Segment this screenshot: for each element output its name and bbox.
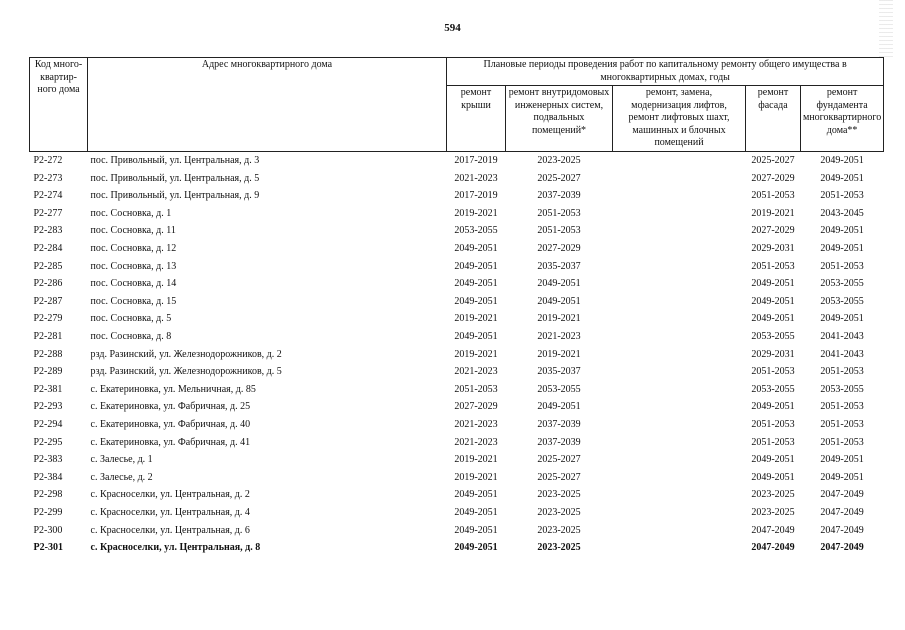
cell-elevators	[613, 364, 746, 382]
cell-address: пос. Привольный, ул. Центральная, д. 3	[90, 155, 260, 167]
table-row	[30, 328, 884, 346]
cell-elevators	[613, 346, 746, 364]
capital-repair-table	[29, 57, 884, 557]
cell-foundation: 2053-2055	[820, 278, 864, 290]
cell-elevators	[613, 434, 746, 452]
cell-foundation: 2047-2049	[820, 524, 864, 536]
cell-elevators	[613, 276, 746, 294]
cell-address: пос. Сосновка, д. 12	[90, 243, 177, 255]
cell-roof: 2021-2023	[454, 366, 498, 378]
cell-roof: 2049-2051	[454, 330, 498, 342]
cell-roof: 2019-2021	[454, 313, 498, 325]
cell-code: Р2-277	[33, 207, 63, 219]
header-engineering: ремонт внутридомовых инженерных систем, подвальных помещений*	[506, 86, 613, 152]
cell-roof: 2021-2023	[454, 172, 498, 184]
cell-roof: 2019-2021	[454, 454, 498, 466]
cell-engineering: 2025-2027	[537, 454, 581, 466]
cell-address: пос. Сосновка, д. 14	[90, 278, 177, 290]
cell-code: Р2-281	[33, 330, 63, 342]
cell-address: пос. Сосновка, д. 11	[90, 225, 176, 237]
table-row	[30, 151, 884, 170]
cell-roof: 2019-2021	[454, 471, 498, 483]
cell-engineering: 2027-2029	[537, 243, 581, 255]
cell-address: рзд. Разинский, ул. Железнодорожников, д. 5	[90, 366, 282, 378]
cell-foundation: 2049-2051	[820, 454, 864, 466]
header-address: Адрес многоквартирного дома	[88, 58, 447, 152]
cell-roof: 2027-2029	[454, 401, 498, 413]
cell-facade: 2049-2051	[751, 471, 795, 483]
cell-facade: 2053-2055	[751, 330, 795, 342]
cell-engineering: 2035-2037	[537, 366, 581, 378]
cell-code: Р2-294	[33, 418, 63, 430]
cell-foundation: 2049-2051	[820, 225, 864, 237]
cell-facade: 2051-2053	[751, 366, 795, 378]
cell-engineering: 2037-2039	[537, 418, 581, 430]
cell-foundation: 2053-2055	[820, 295, 864, 307]
cell-address: с. Красноселки, ул. Центральная, д. 2	[90, 489, 250, 501]
cell-code: Р2-298	[33, 489, 63, 501]
cell-code: Р2-279	[33, 313, 63, 325]
header-elevators: ремонт, замена, модернизация лифтов, ремонт лифтовых шахт, машинных и блочных помещений	[613, 86, 746, 152]
cell-foundation: 2051-2053	[820, 366, 864, 378]
cell-address: пос. Привольный, ул. Центральная, д. 9	[90, 190, 260, 202]
cell-address: с. Екатериновка, ул. Фабричная, д. 40	[90, 418, 251, 430]
cell-engineering: 2025-2027	[537, 172, 581, 184]
cell-code: Р2-295	[33, 436, 63, 448]
cell-code: Р2-293	[33, 401, 63, 413]
table-row	[30, 381, 884, 399]
cell-engineering: 2053-2055	[537, 383, 581, 395]
cell-address: пос. Сосновка, д. 5	[90, 313, 172, 325]
cell-roof: 2049-2051	[454, 278, 498, 290]
cell-engineering: 2035-2037	[537, 260, 581, 272]
cell-elevators	[613, 469, 746, 487]
cell-elevators	[613, 452, 746, 470]
cell-engineering: 2037-2039	[537, 436, 581, 448]
cell-facade: 2029-2031	[751, 348, 795, 360]
cell-facade: 2047-2049	[751, 542, 795, 554]
cell-roof: 2049-2051	[454, 243, 498, 255]
cell-address: с. Екатериновка, ул. Фабричная, д. 41	[90, 436, 251, 448]
cell-code: Р2-301	[33, 542, 63, 554]
cell-code: Р2-272	[33, 155, 63, 167]
cell-code: Р2-300	[33, 524, 63, 536]
cell-roof: 2049-2051	[454, 506, 498, 518]
table-row	[30, 522, 884, 540]
cell-facade: 2049-2051	[751, 454, 795, 466]
cell-facade: 2051-2053	[751, 418, 795, 430]
cell-foundation: 2051-2053	[820, 418, 864, 430]
cell-facade: 2049-2051	[751, 401, 795, 413]
cell-roof: 2049-2051	[454, 542, 498, 554]
table-row	[30, 346, 884, 364]
cell-code: Р2-384	[33, 471, 63, 483]
cell-code: Р2-273	[33, 172, 63, 184]
cell-elevators	[613, 311, 746, 329]
cell-foundation: 2049-2051	[820, 313, 864, 325]
cell-facade: 2051-2053	[751, 436, 795, 448]
cell-facade: 2023-2025	[751, 506, 795, 518]
cell-facade: 2023-2025	[751, 489, 795, 501]
cell-elevators	[613, 522, 746, 540]
cell-engineering: 2049-2051	[537, 295, 581, 307]
cell-elevators	[613, 504, 746, 522]
cell-foundation: 2047-2049	[820, 506, 864, 518]
cell-elevators	[613, 416, 746, 434]
cell-code: Р2-383	[33, 454, 63, 466]
cell-code: Р2-284	[33, 243, 63, 255]
table-row	[30, 258, 884, 276]
cell-address: с. Красноселки, ул. Центральная, д. 6	[90, 524, 250, 536]
cell-engineering: 2023-2025	[537, 155, 581, 167]
cell-facade: 2051-2053	[751, 190, 795, 202]
cell-facade: 2051-2053	[751, 260, 795, 272]
cell-elevators	[613, 399, 746, 417]
cell-facade: 2025-2027	[751, 155, 795, 167]
cell-foundation: 2049-2051	[820, 471, 864, 483]
table-row	[30, 504, 884, 522]
table-row	[30, 452, 884, 470]
header-foundation: ремонт фундамента многоквартирного дома**	[801, 86, 884, 152]
cell-address: пос. Привольный, ул. Центральная, д. 5	[90, 172, 260, 184]
table-row	[30, 399, 884, 417]
cell-elevators	[613, 205, 746, 223]
cell-roof: 2021-2023	[454, 418, 498, 430]
table-row	[30, 293, 884, 311]
cell-facade: 2049-2051	[751, 278, 795, 290]
cell-code: Р2-286	[33, 278, 63, 290]
cell-foundation: 2041-2043	[820, 348, 864, 360]
cell-code: Р2-289	[33, 366, 63, 378]
cell-code: Р2-381	[33, 383, 63, 395]
cell-foundation: 2051-2053	[820, 436, 864, 448]
cell-engineering: 2049-2051	[537, 278, 581, 290]
cell-engineering: 2051-2053	[537, 207, 581, 219]
cell-elevators	[613, 381, 746, 399]
cell-elevators	[613, 170, 746, 188]
table-row	[30, 223, 884, 241]
cell-foundation: 2053-2055	[820, 383, 864, 395]
cell-address: пос. Сосновка, д. 15	[90, 295, 177, 307]
cell-engineering: 2037-2039	[537, 190, 581, 202]
cell-foundation: 2047-2049	[820, 542, 864, 554]
table-row	[30, 205, 884, 223]
cell-code: Р2-288	[33, 348, 63, 360]
cell-address: с. Екатериновка, ул. Фабричная, д. 25	[90, 401, 251, 413]
table-row	[30, 170, 884, 188]
cell-roof: 2049-2051	[454, 489, 498, 501]
table-row	[30, 487, 884, 505]
table-row	[30, 311, 884, 329]
cell-foundation: 2051-2053	[820, 260, 864, 272]
cell-elevators	[613, 151, 746, 170]
table-row	[30, 416, 884, 434]
cell-facade: 2053-2055	[751, 383, 795, 395]
cell-facade: 2047-2049	[751, 524, 795, 536]
cell-elevators	[613, 258, 746, 276]
cell-roof: 2049-2051	[454, 260, 498, 272]
cell-engineering: 2019-2021	[537, 313, 581, 325]
cell-facade: 2019-2021	[751, 207, 795, 219]
cell-elevators	[613, 487, 746, 505]
cell-facade: 2029-2031	[751, 243, 795, 255]
cell-engineering: 2025-2027	[537, 471, 581, 483]
table-row	[30, 240, 884, 258]
cell-roof: 2019-2021	[454, 348, 498, 360]
cell-address: с. Красноселки, ул. Центральная, д. 8	[90, 542, 261, 554]
table-body	[30, 151, 884, 557]
cell-roof: 2051-2053	[454, 383, 498, 395]
cell-foundation: 2051-2053	[820, 401, 864, 413]
header-code: Код много-квартир-ного дома	[30, 58, 88, 152]
cell-foundation: 2043-2045	[820, 207, 864, 219]
cell-elevators	[613, 293, 746, 311]
cell-engineering: 2051-2053	[537, 225, 581, 237]
cell-roof: 2019-2021	[454, 207, 498, 219]
cell-facade: 2049-2051	[751, 313, 795, 325]
cell-code: Р2-274	[33, 190, 63, 202]
cell-elevators	[613, 188, 746, 206]
cell-engineering: 2023-2025	[537, 524, 581, 536]
cell-roof: 2049-2051	[454, 524, 498, 536]
cell-address: с. Екатериновка, ул. Мельничная, д. 85	[90, 383, 256, 395]
cell-foundation: 2049-2051	[820, 172, 864, 184]
cell-roof: 2017-2019	[454, 190, 498, 202]
cell-engineering: 2023-2025	[537, 542, 581, 554]
cell-engineering: 2023-2025	[537, 506, 581, 518]
cell-address: пос. Сосновка, д. 1	[90, 207, 172, 219]
cell-foundation: 2041-2043	[820, 330, 864, 342]
header-facade: ремонт фасада	[746, 86, 801, 152]
cell-code: Р2-287	[33, 295, 63, 307]
cell-address: пос. Сосновка, д. 8	[90, 330, 172, 342]
table-row	[30, 364, 884, 382]
cell-elevators	[613, 540, 746, 558]
cell-engineering: 2019-2021	[537, 348, 581, 360]
cell-roof: 2049-2051	[454, 295, 498, 307]
cell-address: рзд. Разинский, ул. Железнодорожников, д. 2	[90, 348, 282, 360]
table-row	[30, 540, 884, 558]
cell-facade: 2049-2051	[751, 295, 795, 307]
table-row	[30, 276, 884, 294]
header-periods-group: Плановые периоды проведения работ по капитальному ремонту общего имущества в многоквартирных домах, годы	[447, 58, 884, 86]
cell-address: с. Залесье, д. 1	[90, 454, 153, 466]
cell-roof: 2017-2019	[454, 155, 498, 167]
cell-elevators	[613, 223, 746, 241]
cell-foundation: 2049-2051	[820, 155, 864, 167]
cell-facade: 2027-2029	[751, 225, 795, 237]
cell-elevators	[613, 328, 746, 346]
page-number: 594	[444, 22, 461, 34]
cell-roof: 2021-2023	[454, 436, 498, 448]
table-row	[30, 188, 884, 206]
header-roof: ремонт крыши	[447, 86, 506, 152]
cell-elevators	[613, 240, 746, 258]
cell-foundation: 2047-2049	[820, 489, 864, 501]
cell-address: пос. Сосновка, д. 13	[90, 260, 177, 272]
cell-roof: 2053-2055	[454, 225, 498, 237]
cell-engineering: 2021-2023	[537, 330, 581, 342]
cell-code: Р2-299	[33, 506, 63, 518]
cell-code: Р2-285	[33, 260, 63, 272]
cell-address: с. Залесье, д. 2	[90, 471, 153, 483]
cell-facade: 2027-2029	[751, 172, 795, 184]
table-row	[30, 469, 884, 487]
cell-engineering: 2049-2051	[537, 401, 581, 413]
cell-address: с. Красноселки, ул. Центральная, д. 4	[90, 506, 250, 518]
cell-code: Р2-283	[33, 225, 63, 237]
cell-foundation: 2051-2053	[820, 190, 864, 202]
cell-engineering: 2023-2025	[537, 489, 581, 501]
cell-foundation: 2049-2051	[820, 243, 864, 255]
table-row	[30, 434, 884, 452]
